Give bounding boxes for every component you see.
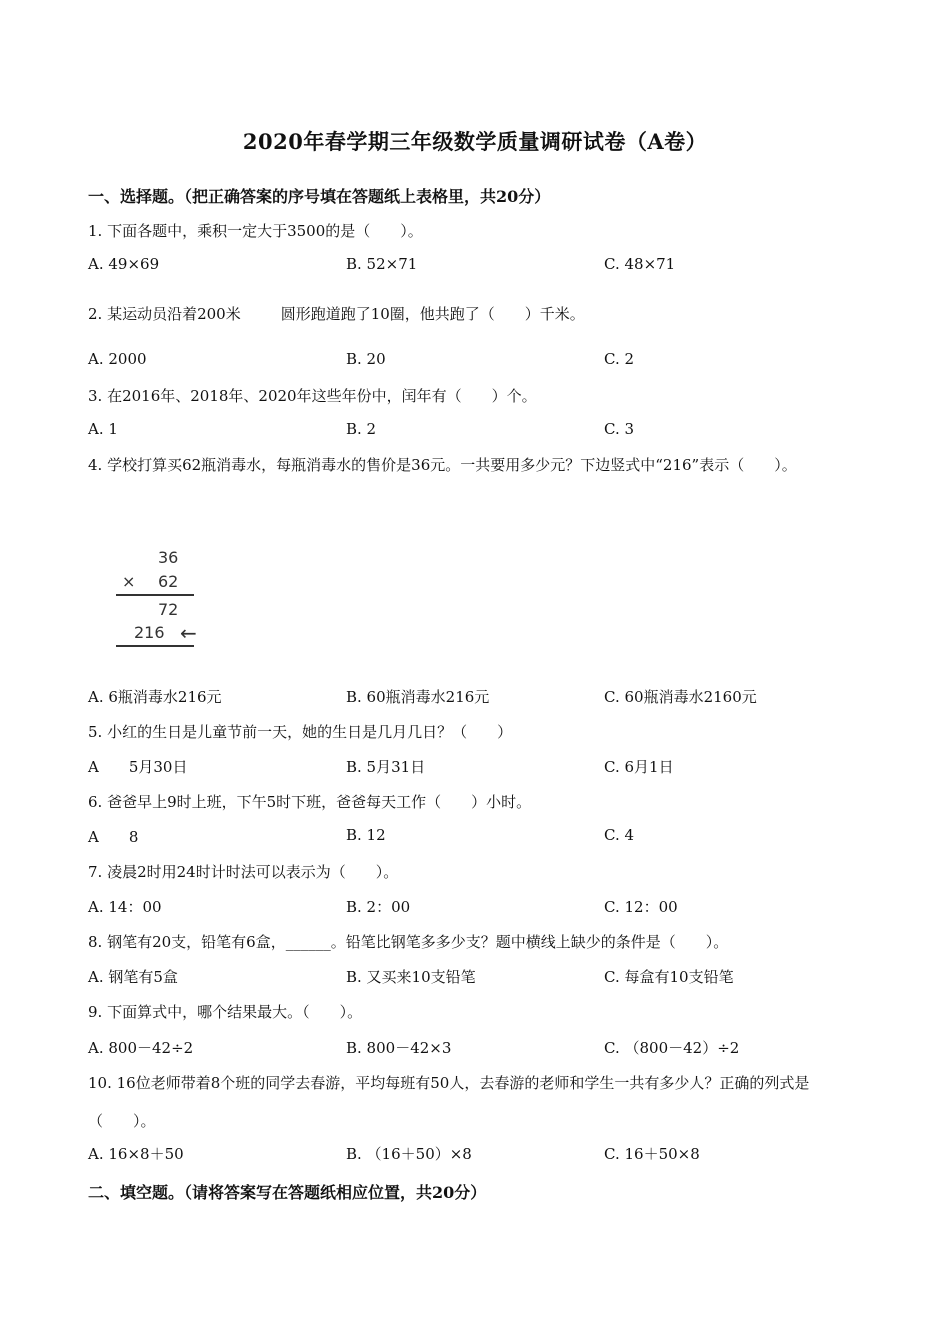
- question-3-option-c: C. 3: [604, 420, 635, 438]
- question-5: 5. 小红的生日是儿童节前一天，她的生日是几月几日？（ ）: [88, 723, 513, 741]
- question-2-part-2: 圆形跑道跑了10圈，他共跑了（ ）千米。: [280, 305, 585, 323]
- calc-multiplicand: 36: [158, 548, 179, 567]
- question-3-option-b: B. 2: [346, 420, 377, 438]
- question-2: [88, 303, 585, 324]
- question-2-option-c: C. 2: [604, 350, 635, 368]
- question-2-option-b: B. 20: [346, 350, 386, 368]
- question-6-option-c: C. 4: [604, 826, 635, 844]
- question-10-option-c: C. 16＋50×8: [604, 1145, 700, 1163]
- question-6-option-a: A 8: [88, 828, 139, 846]
- page-title: 2020年春学期三年级数学质量调研试卷（A卷）: [242, 129, 708, 154]
- calc-multiplier: 62: [158, 572, 179, 591]
- question-7: 7. 凌晨2时用24时计时法可以表示为（ ）。: [88, 863, 399, 881]
- question-9-option-c: C. （800－42）÷2: [604, 1039, 740, 1057]
- question-5-option-a: A 5月30日: [88, 758, 188, 776]
- arrow-left-icon: ←: [180, 621, 197, 645]
- question-8-option-a: A. 钢笔有5盒: [88, 968, 178, 986]
- question-2-part-1: 2. 某运动员沿着200米: [88, 305, 241, 323]
- question-8: 8. 钢笔有20支，铅笔有6盒，______。铅笔比钢笔多多少支？题中横线上缺少的条件是（ ）。: [88, 933, 729, 951]
- question-4-option-b: B. 60瓶消毒水216元: [346, 688, 490, 706]
- section-1-heading: 一、选择题。（把正确答案的序号填在答题纸上表格里，共20分）: [88, 187, 551, 206]
- question-1-option-a: A. 49×69: [88, 255, 160, 273]
- question-9-option-a: A. 800－42÷2: [88, 1039, 194, 1057]
- calc-partial-product-2: 216: [134, 623, 165, 642]
- calc-divider-2: [116, 645, 194, 647]
- question-6-option-b: B. 12: [346, 826, 386, 844]
- question-2-option-a: A. 2000: [88, 350, 147, 368]
- question-3: 3. 在2016年、2018年、2020年这些年份中，闰年有（ ）个。: [88, 387, 537, 405]
- question-5-option-c: C. 6月1日: [604, 758, 674, 776]
- question-7-option-b: B. 2：00: [346, 898, 411, 916]
- question-4: 4. 学校打算买62瓶消毒水，每瓶消毒水的售价是36元。一共要用多少元？下边竖式中“216”表示（ ）。: [88, 456, 797, 474]
- question-9-option-b: B. 800－42×3: [346, 1039, 452, 1057]
- question-8-option-c: C. 每盒有10支铅笔: [604, 968, 734, 986]
- question-6: 6. 爸爸早上9时上班，下午5时下班，爸爸每天工作（ ）小时。: [88, 793, 532, 811]
- question-1-option-b: B. 52×71: [346, 255, 418, 273]
- question-9: 9. 下面算式中，哪个结果最大。（ ）。: [88, 1003, 363, 1021]
- calc-divider-1: [116, 594, 194, 596]
- question-4-option-a: A. 6瓶消毒水216元: [88, 688, 222, 706]
- question-1-option-c: C. 48×71: [604, 255, 676, 273]
- question-3-option-a: A. 1: [88, 420, 118, 438]
- question-10-option-a: A. 16×8＋50: [88, 1145, 184, 1163]
- question-10: 10. 16位老师带着8个班的同学去春游，平均每班有50人，去春游的老师和学生一共有多少人？正确的列式是（ ）。: [88, 1074, 810, 1130]
- question-4-option-c: C. 60瓶消毒水2160元: [604, 688, 757, 706]
- calc-partial-product-1: 72: [158, 600, 179, 619]
- section-2-heading: 二、填空题。（请将答案写在答题纸相应位置，共20分）: [88, 1183, 487, 1202]
- question-5-option-b: B. 5月31日: [346, 758, 426, 776]
- calc-times-sign: ×: [122, 572, 136, 591]
- question-7-option-a: A. 14：00: [88, 898, 162, 916]
- question-8-option-b: B. 又买来10支铅笔: [346, 968, 476, 986]
- question-10-option-b: B. （16＋50）×8: [346, 1145, 472, 1163]
- question-7-option-c: C. 12：00: [604, 898, 678, 916]
- question-1: 1. 下面各题中，乘积一定大于3500的是（ ）。: [88, 222, 423, 240]
- vertical-multiplication: [108, 540, 238, 660]
